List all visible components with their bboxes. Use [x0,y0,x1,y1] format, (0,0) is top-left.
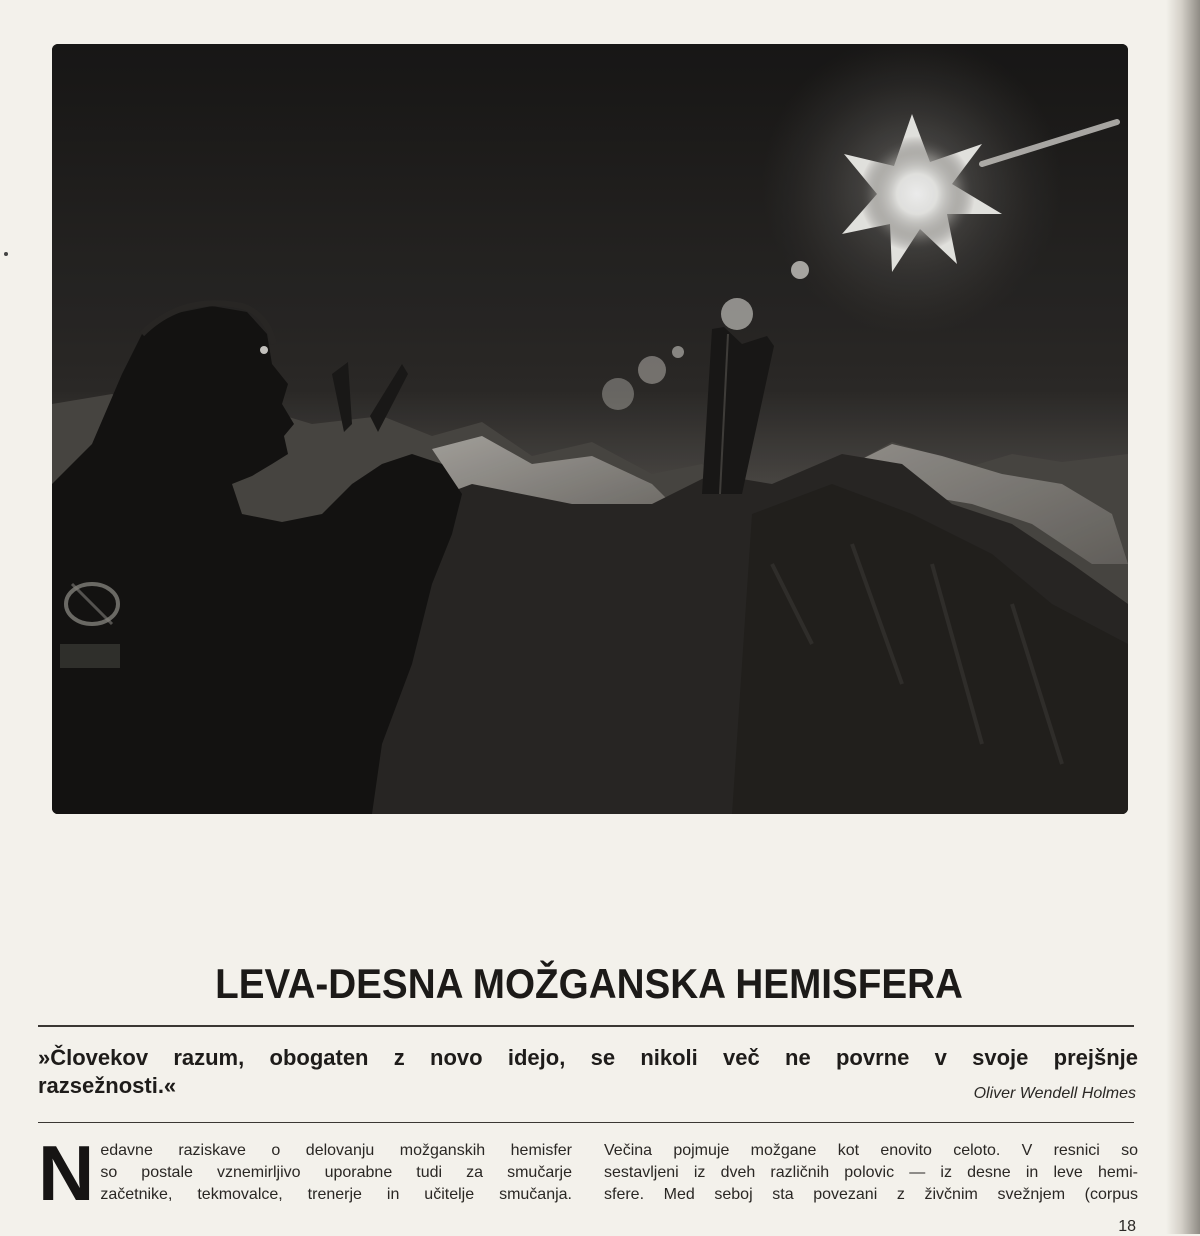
page-number: 18 [1118,1218,1136,1235]
body-line: so postale vznemirljivo uporabne tudi za smučarje [100,1164,572,1181]
article-photo [52,44,1128,814]
quote-line-1: »Človekov razum, obogaten z novo idejo, se nikoli več ne povrne v svoje prejšnje [38,1045,1138,1070]
print-speck [4,252,8,256]
body-line: začetnike, tekmovalce, trenerje in učitelje smučanja. [100,1186,572,1203]
body-column-right [604,1140,1138,1206]
article-title: LEVA-DESNA MOŽGANSKA HEMISFERA [215,960,963,1007]
quote-line-2: razsežnosti.« [38,1073,177,1098]
body-line: edavne raziskave o delovanju možganskih hemisfer [100,1142,572,1159]
body-column-left [38,1129,572,1217]
quote-rule [38,1122,1134,1123]
drop-cap: N [38,1129,95,1217]
body-line: sfere. Med seboj sta povezani z živčnim svežnjem (corpus [604,1186,1138,1203]
body-line: sestavljeni iz dveh različnih polovic — iz desne in leve hemi- [604,1164,1138,1181]
body-line: Večina pojmuje možgane kot enovito celoto. V resnici so [604,1142,1138,1159]
page-binding-shadow [1166,0,1200,1234]
title-rule [38,1025,1134,1027]
quote-author: Oliver Wendell Holmes [973,1085,1136,1102]
